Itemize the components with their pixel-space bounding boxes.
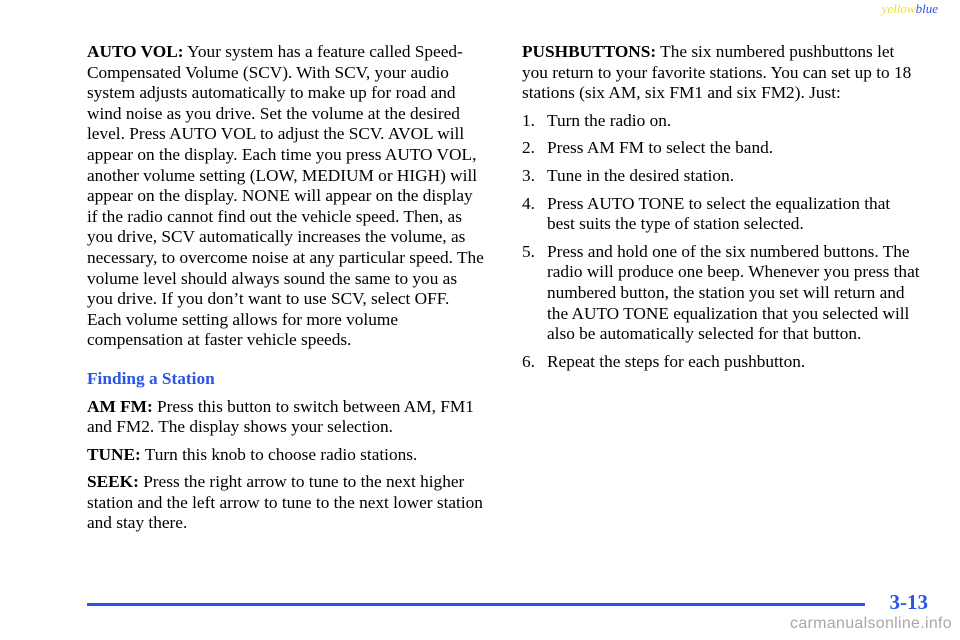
list-item (522, 194, 922, 235)
step-text: Press AM FM to select the band. (547, 138, 774, 158)
tag-blue-text: blue (915, 1, 938, 16)
auto-vol-text: Your system has a feature called Speed-Compensated Volume (SCV). With SCV, your audio system adjusts automatically to make up for road and wind noise as you drive. Set the volume at the desired level. Press AUTO VOL to adjust the SCV. AVOL will appear on the display. Each time you press AUTO VOL, another volume setting (LOW, MEDIUM or HIGH) will appear on the display. NONE will appear on the display if the radio cannot find out the vehicle speed. Then, as you drive, SCV automatically increases the volume, as necessary, to overcome noise at any particular speed. The volume level should always sound the same to you as you drive. If you don’t want to use SCV, select OFF. Each volume setting allows for more volume compensation at faster vehicle speeds. (87, 42, 484, 350)
pushbutton-steps-list (522, 111, 922, 373)
am-fm-label: AM FM: (87, 396, 153, 416)
seek-label: SEEK: (87, 472, 139, 492)
tune-paragraph (87, 445, 487, 466)
footer-divider (87, 603, 865, 606)
step-text: Press AUTO TONE to select the equalization that best suits the type of station selected. (547, 193, 891, 234)
auto-vol-label: AUTO VOL: (87, 42, 184, 61)
left-column (87, 42, 487, 541)
step-number: 1. (522, 110, 535, 130)
step-text: Turn the radio on. (547, 110, 672, 130)
list-item (522, 352, 922, 373)
pushbuttons-text: The six numbered pushbuttons let you return to your favorite stations. You can set up to 18 stations (six AM, six FM1 and six FM2). Just: (522, 42, 912, 103)
tune-label: TUNE: (87, 444, 141, 464)
list-item (522, 242, 922, 345)
pushbuttons-label: PUSHBUTTONS: (522, 42, 657, 61)
list-item (522, 166, 922, 187)
step-text: Press and hold one of the six numbered buttons. The radio will produce one beep. Whenever you press that numbered button, the station you set will return and the AUTO TONE equalization that you selected will also be automatically selected for that button. (547, 241, 920, 344)
step-text: Tune in the desired station. (547, 165, 735, 185)
watermark-text: carmanualsonline.info (790, 615, 952, 632)
seek-text: Press the right arrow to tune to the next higher station and the left arrow to tune to the next lower station and stay there. (87, 472, 483, 533)
list-item (522, 111, 922, 132)
step-number: 3. (522, 165, 535, 185)
pushbuttons-paragraph (522, 42, 922, 104)
step-number: 4. (522, 193, 535, 213)
step-number: 6. (522, 351, 535, 371)
finding-a-station-heading: Finding a Station (87, 368, 215, 388)
seek-paragraph (87, 472, 487, 534)
step-number: 5. (522, 241, 535, 261)
auto-vol-paragraph (87, 42, 487, 351)
step-number: 2. (522, 138, 535, 158)
header-color-tag (882, 1, 938, 17)
page-number: 3-13 (889, 590, 928, 614)
step-text: Repeat the steps for each pushbutton. (547, 351, 806, 371)
am-fm-text: Press this button to switch between AM, FM1 and FM2. The display shows your selection. (87, 396, 474, 437)
tag-yellow-text: yellow (881, 1, 916, 16)
list-item (522, 138, 922, 159)
right-column (522, 42, 922, 379)
am-fm-paragraph (87, 397, 487, 438)
tune-text: Turn this knob to choose radio stations. (140, 444, 418, 464)
